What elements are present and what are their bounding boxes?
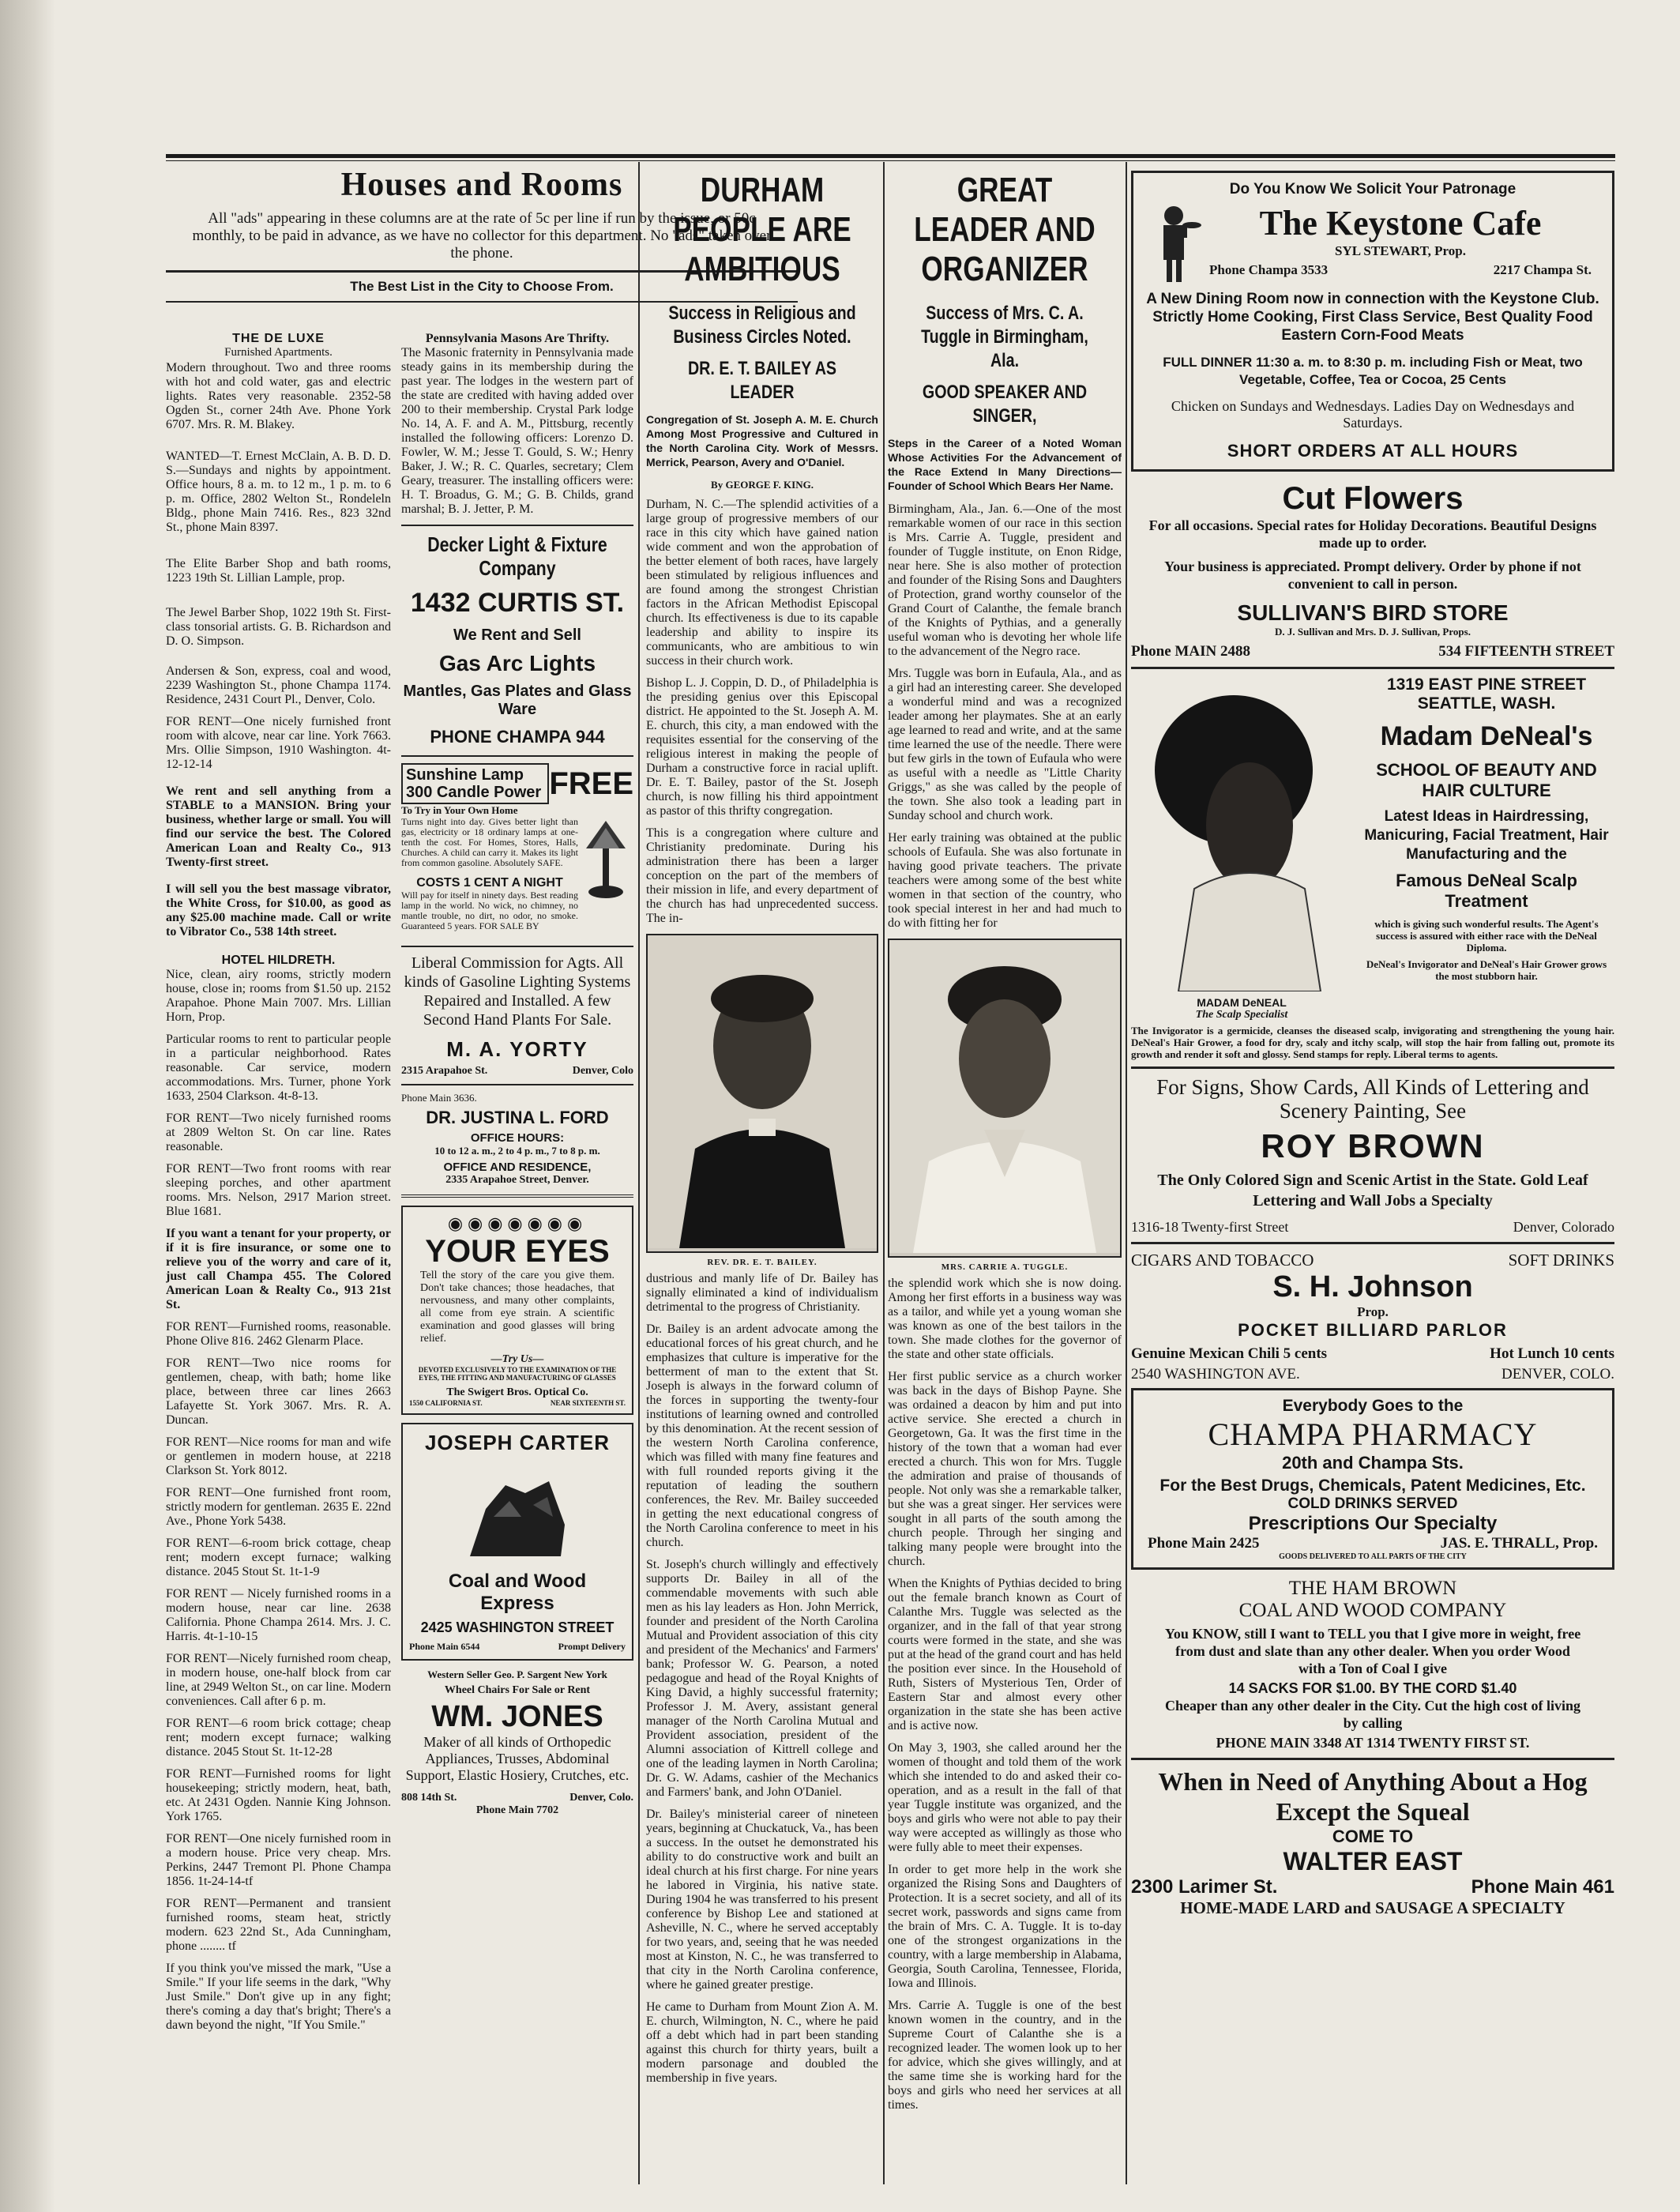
sunshine-text2: Will pay for itself in ninety days. Best reading lamp in the world. No wick, no chimney, no mantle trouble, no dirt, no odor, no smoke. Guaranteed 5 years. FOR SALE BY	[401, 890, 578, 931]
elite-barber-ad: The Elite Barber Shop and bath rooms, 1223 19th St. Lillian Lample, prop.	[166, 557, 391, 585]
decker-line2: Gas Arc Lights	[438, 651, 596, 675]
sunshine-lamp-ad	[401, 763, 633, 939]
durham-article	[646, 166, 878, 2094]
roy-brown-ad	[1131, 1075, 1614, 1236]
tenant-ad: If you want a tenant for your property, or if it is fire insurance, or some one to relieve you of the worry and care of it, just call Champa 455. The Colored American Loan & Realty Co., 913 21st St.	[166, 1227, 391, 1311]
stout-ad-2: FOR RENT—6 room brick cottage; cheap rent; modern except furnace; walking distance. 2045 Stout St. 1t-12-28	[166, 1717, 391, 1759]
classifieds-column-a	[166, 332, 391, 2041]
keystone-cafe-ad	[1131, 171, 1614, 472]
durham-subhead1: Success in Religious and Business Circles Noted.	[668, 303, 856, 348]
sunshine-cost: COSTS 1 CENT A NIGHT	[416, 876, 563, 890]
deneal-famous: Famous DeNeal Scalp Treatment	[1396, 871, 1577, 911]
ham-text2: Cheaper than any other dealer in the City. Cut the high cost of living by calling	[1164, 1698, 1581, 1731]
deneal-ideas: Latest Ideas in Hairdressing, Manicuring, Facial Treatment, Hair Manufacturing and the	[1364, 808, 1609, 863]
johnson-address: 2540 WASHINGTON AVE.	[1131, 1366, 1300, 1382]
johnson-left: CIGARS AND TOBACCO	[1131, 1251, 1314, 1270]
champa-phone: Phone Main 2425	[1148, 1535, 1260, 1552]
champa-drugs: For the Best Drugs, Chemicals, Patent Medicines, Etc.	[1159, 1477, 1586, 1495]
clarkson-ad: FOR RENT—Nice rooms for man and wife or gentlemen in modern house, at 2218 Clarkson St. York 8012.	[166, 1435, 391, 1477]
eyes-try: —Try Us—	[490, 1353, 544, 1365]
lafayette-ad: FOR RENT—Two nice rooms for gentlemen, cheap, with bath; home like place, between three car lines 2663 Lafayette St. York 3067. Mrs. R. A. Duncan.	[166, 1356, 391, 1427]
east-address: 2300 Larimer St.	[1131, 1876, 1278, 1898]
tuggle-p9: Mrs. Carrie A. Tuggle is one of the best known women in the country, and in the Supreme Court of Calanthe she is a recognized leader. The women look up to her for advice, which she gives willingly, and at the same time she is working hard for the boys and girls who need her services at all times.	[888, 1999, 1122, 2112]
column-rule	[1126, 162, 1127, 2184]
tuggle-p5: Her first public service as a church worker was back in the days of Bishop Payne. She was ordained a deacon by him and put into active service. She erected a church in Georgetown, Ga. It was the first time in the history of the town that a woman had ever erected a church. This won for Mrs. Tuggle the admiration and praise of thousands of people. Not only was she a remarkable talker, but she was a great singer. Her services were sought in all parts of the south among the church people. Through her singing and talking many people were brought into the church.	[888, 1370, 1122, 1568]
yorty-address: 2315 Arapahoe St.	[401, 1065, 488, 1077]
ford-ad	[401, 1092, 633, 1187]
ford-office: OFFICE AND RESIDENCE,	[443, 1161, 592, 1174]
ford-hours: 10 to 12 a. m., 2 to 4 p. m., 7 to 8 p. m.	[434, 1145, 600, 1157]
yorty-city: Denver, Colo	[572, 1065, 633, 1077]
champa-name: CHAMPA PHARMACY	[1208, 1416, 1538, 1452]
champa-pharmacy-ad	[1131, 1388, 1614, 1570]
keystone-prop: SYL STEWART, Prop.	[1335, 243, 1466, 258]
ford-address: 2335 Arapahoe Street, Denver.	[445, 1174, 589, 1186]
tuggle-headline: GREAT LEADER AND ORGANIZER	[914, 171, 1096, 288]
sunshine-subtitle: To Try in Your Own Home	[401, 804, 518, 816]
tuggle-p8: In order to get more help in the work she organized the Rising Sons and Daughters of Protection. It is a secret society, and all of its secret work, passwords and signs came from the brain of Mrs. C. A. Tuggle. It is to-day one of the strongest organizations in the country, with a large membership in Alabama, Georgia, South Carolina, Tennessee, Florida, Iowa and Illinois.	[888, 1863, 1122, 1990]
durham-subhead2: DR. E. T. BAILEY AS LEADER	[687, 358, 837, 403]
masons-text: The Masonic fraternity in Pennsylvania made steady gains in its membership during the past year. The lodges in the western part of the state are credited with having added over 200 to their membership. Crystal Park lodge No. 14, A. F. and A. M., Pittsburg, recently installed the following officers: Lorenzo D. Fowler, W. M.; Jesse T. Gould, S. W.; Henry Baker, J. W.; R. C. Quarles, secretary; Clem Geary, treasurer. The installing officers were: H. T. Broadus, G. M.; G. B. Childs, grand marshal; B. J. Jetter, P. M.	[401, 346, 633, 516]
classifieds-notice: All "ads" appearing in these columns are at the rate of 5c per line if run by the issue, or 50c monthly, to be paid in advance, as we have no collector for this department. No "ads" taken over the phone.	[192, 210, 772, 261]
deneal-school: SCHOOL OF BEAUTY AND HAIR CULTURE	[1376, 760, 1597, 800]
deneal-text2: DeNeal's Invigorator and DeNeal's Hair Grower grows the most stubborn hair.	[1366, 958, 1607, 982]
deneal-address: 1319 EAST PINE STREET	[1386, 675, 1587, 694]
flowers-title: Cut Flowers	[1282, 481, 1464, 516]
deneal-caption2: The Scalp Specialist	[1195, 1009, 1288, 1021]
stout-ad-1: FOR RENT—6-room brick cottage, cheap rent; modern except furnace; walking distance. 2045 Stout St. 1t-1-9	[166, 1537, 391, 1578]
column-rule	[638, 162, 640, 2184]
smile-poem: If you think you've missed the mark, "Use a Smile." If your life seems in the dark, "Why Just Smile." Don't give up in any fight; there's coming a day that's bright; There's a dawn beyond the night, "If You Smile."	[166, 1962, 391, 2032]
eyes-company: The Swigert Bros. Optical Co.	[446, 1386, 588, 1398]
deneal-silhouette-image	[1131, 675, 1352, 991]
welton-ad: FOR RENT—Two nicely furnished rooms at 2809 Welton St. On car line. Rates reasonable.	[166, 1112, 391, 1153]
sunshine-free: FREE	[549, 766, 633, 801]
sunshine-title: Sunshine Lamp 300 Candle Power	[401, 763, 549, 804]
tuggle-portrait	[888, 939, 1122, 1258]
keystone-phone: Phone Champa 3533	[1209, 261, 1329, 277]
california-ad: FOR RENT — Nicely furnished rooms in a modern house, near car line. 2638 California. Phone Champa 2614. Mrs. J. C. Harris. 4t-1-10-15	[166, 1587, 391, 1643]
keystone-name: The Keystone Cafe	[1259, 203, 1542, 243]
johnson-lunch: Hot Lunch 10 cents	[1490, 1345, 1614, 1362]
tuggle-subhead2: GOOD SPEAKER AND SINGER,	[922, 382, 1088, 427]
johnson-right: SOFT DRINKS	[1508, 1251, 1614, 1270]
carter-address: 2425 WASHINGTON STREET	[420, 1620, 614, 1635]
jones-phone: Phone Main 7702	[475, 1804, 559, 1816]
east-name: WALTER EAST	[1283, 1847, 1463, 1875]
classifieds-heading: Houses and Rooms	[340, 167, 623, 203]
jones-chairs: Wheel Chairs For Sale or Rent	[444, 1684, 591, 1696]
johnson-name: S. H. Johnson	[1272, 1270, 1473, 1304]
decker-line1: We Rent and Sell	[453, 626, 581, 644]
champa-address: 20th and Champa Sts.	[1282, 1453, 1464, 1473]
yorty-ad	[401, 954, 633, 1078]
durham-headline: DURHAM PEOPLE ARE AMBITIOUS	[673, 171, 851, 288]
tuggle-deck: Steps in the Career of a Noted Woman Whose Activities For the Advancement of the Race Extend In Many Directions—Founder of School Which Bears Her Name.	[888, 437, 1122, 492]
durham-p1: Durham, N. C.—The splendid activities of a large group of progressive members of our race in this city which have gained nation wide comment and won the approbation of the better element of both races, have largely been stimulated by religious influences and are found among the strongest Christian factors in the African Methodist Episcopal church. Its effectiveness is due to its capable leadership and ability to inspire its communicants, who are ambitious to win success in their church work.	[646, 498, 878, 668]
cut-flowers-ad	[1131, 481, 1614, 660]
champa-goods: GOODS DELIVERED TO ALL PARTS OF THE CITY	[1279, 1552, 1467, 1561]
masons-title: Pennsylvania Masons Are Thrifty.	[425, 332, 610, 345]
cunningham-ad: FOR RENT—Permanent and transient furnished rooms, steam heat, strictly modern. 623 22nd St., Ada Cunningham, phone ........ tf	[166, 1897, 391, 1953]
jones-address: 808 14th St.	[401, 1792, 457, 1804]
nelson-ad: FOR RENT—Two front rooms with rear sleeping porches, and other apartment rooms. Mrs. Nelson, 2917 Marion street. Blue 1681.	[166, 1162, 391, 1218]
deneal-text3: The Invigorator is a germicide, cleanses the diseased scalp, invigorating and strengthening the young hair. DeNeal's Hair Grower, a food for dry, scaly and itchy scalp, will stop the hair from falling out, promote its growth and render it soft and glossy. Send stamps for reply. Liberal terms to agents.	[1131, 1025, 1614, 1060]
top-rule	[166, 154, 1615, 158]
brown-top: For Signs, Show Cards, All Kinds of Lettering and Scenery Painting, See	[1156, 1075, 1589, 1123]
classifieds-column-b	[401, 332, 633, 1817]
jones-seller: Western Seller Geo. P. Sargent New York	[427, 1668, 607, 1680]
deluxe-ad: Modern throughout. Two and three rooms with hot and cold water, gas and electric lights. Rates very reasonable. 2352-58 Ogden St., corner 24th Ave. Phone York 6707. Mrs. R. M. Blakey.	[166, 361, 391, 431]
bailey-portrait-image	[648, 935, 877, 1248]
keystone-chicken: Chicken on Sundays and Wednesdays. Ladies Day on Wednesdays and Saturdays.	[1171, 398, 1575, 431]
tuggle-p2: Mrs. Tuggle was born in Eufaula, Ala., and as a girl had an interesting career. She developed a wonderful mind and was a recognized leader among her playmates. She at an early age learned to read and write, and at the same time learned the use of the needle. There were but few girls in the town of Eufaula who were as useful with a needle as "Little Charity Griggs," as she was called by the people of the town. She also took a leading part in Sunday school and church work.	[888, 667, 1122, 822]
flowers-props: D. J. Sullivan and Mrs. D. J. Sullivan, Props.	[1275, 626, 1471, 638]
durham-p5: Dr. Bailey is an ardent advocate among the educational forces of his great church, and he emphasizes that culture is imperative for the betterment of man to the extent that St. Joseph is always in the forward column of the forces in supporting the twenty-four institutions of learning owned and controlled by this denomination. At the recent session of the western North Carolina conference, which was filled with many fine features and with full rounded reports giving it the reputation of leading the southern conferences, the Rev. Mr. Bailey succeeded in getting the next educational congress of the North Carolina conference to meet in his church.	[646, 1322, 878, 1549]
yorty-text: Liberal Commission for Agts. All kinds of Gasoline Lighting Systems Repaired and Installed. A few Second Hand Plants For Sale.	[404, 954, 631, 1029]
east-phone: Phone Main 461	[1471, 1876, 1614, 1898]
flowers-phone: Phone MAIN 2488	[1131, 643, 1250, 660]
ham-brown-ad	[1131, 1578, 1614, 1751]
ham-phone: PHONE MAIN 3348 AT 1314 TWENTY FIRST ST.	[1216, 1735, 1530, 1751]
champa-cold: COLD DRINKS SERVED	[1287, 1495, 1458, 1512]
page-edge-shadow	[0, 0, 55, 2212]
ham-name2: COAL AND WOOD COMPANY	[1238, 1600, 1507, 1621]
ford-name: DR. JUSTINA L. FORD	[426, 1108, 609, 1127]
brown-address: 1316-18 Twenty-first Street	[1131, 1219, 1289, 1235]
decker-address: 1432 CURTIS ST.	[410, 588, 625, 618]
deluxe-subtitle: Furnished Apartments.	[224, 346, 333, 359]
walter-east-ad	[1131, 1766, 1614, 1918]
carter-ad	[401, 1423, 633, 1661]
coal-pile-icon	[462, 1462, 573, 1564]
deneal-ad	[1131, 675, 1614, 1021]
keystone-text: A New Dining Room now in connection with the Keystone Club. Strictly Home Cooking, First Class Service, Best Quality Food Eastern Corn-Food Meats	[1146, 291, 1599, 344]
champa-prop: JAS. E. THRALL, Prop.	[1440, 1535, 1598, 1552]
top-rule-thin	[166, 160, 1615, 161]
perkins-ad: FOR RENT—One nicely furnished room in a modern house. Price very cheap. Mrs. Perkins, 2447 Tremont Pl. Phone Champa 1856. 1t-24-14-tf	[166, 1832, 391, 1888]
eyes-devoted: DEVOTED EXCLUSIVELY TO THE EXAMINATION OF THE EYES, THE FITTING AND MANUFACTURING OF GLASSES	[418, 1366, 617, 1382]
decker-ad	[401, 532, 633, 747]
welton2949-ad: FOR RENT—Nicely furnished room cheap, in modern house, one-half block from car line, at 2949 Welton St., on car line. Modern conveniences. Call after 6 p. m.	[166, 1652, 391, 1708]
flowers-store: SULLIVAN'S BIRD STORE	[1237, 600, 1509, 625]
durham-p3: This is a congregation where culture and Christianity predominate. During his administration there has been a larger conception on the part of the members of their mission in life, and every department of the church has had unprecedented success. The in-	[646, 826, 878, 925]
johnson-chili: Genuine Mexican Chili 5 cents	[1131, 1345, 1328, 1362]
keystone-address: 2217 Champa St.	[1493, 261, 1592, 277]
jones-city: Denver, Colo.	[569, 1792, 633, 1804]
east-come: COME TO	[1332, 1826, 1414, 1846]
sunshine-text: Turns night into day. Gives better light than gas, electricity or 18 ordinary lamps at one-tenth the cost. For Homes, Stores, Halls, Churches. A child can carry it. Makes its light from common gasoline. Absolutely SAFE.	[401, 816, 578, 868]
durham-p4: dustrious and manly life of Dr. Bailey has signally eliminated a kind of individualism detrimental to the progress of Christianity.	[646, 1272, 878, 1314]
loan-realty-ad: We rent and sell anything from a STABLE to a MANSION. Bring your business, whether large or small. You will find our service the best. The Colored American Loan and Realty Co., 913 Twenty-first street.	[166, 784, 391, 869]
durham-p8: He came to Durham from Mount Zion A. M. E. church, Wilmington, N. C., where he paid off a debt which had in part been standing against this church for thirty years, built a modern parsonage and doubled the membership in five years.	[646, 2000, 878, 2085]
best-list-heading: The Best List in the City to Choose From.	[350, 279, 614, 294]
keystone-short-orders: SHORT ORDERS AT ALL HOURS	[1227, 441, 1519, 461]
e22nd-ad: FOR RENT—One furnished front room, strictly modern for gentleman. 2635 E. 22nd Ave., Phone York 5438.	[166, 1486, 391, 1528]
east-top: When in Need of Anything About a Hog Except the Squeal	[1158, 1767, 1588, 1826]
eyes-text: Tell the story of the care you give them. Don't take chances; those headaches, that nervousness, and many other complaints, all come from eye strain. A scientific examination and good glasses will bring relief.	[420, 1270, 614, 1345]
carter-phone: Phone Main 6544	[409, 1641, 480, 1652]
flowers-address: 534 FIFTEENTH STREET	[1438, 643, 1614, 660]
jones-name: WM. JONES	[431, 1700, 603, 1733]
durham-p2: Bishop L. J. Coppin, D. D., of Philadelphia is the presiding genius over this Episcopal district. He appointed to the St. Joseph A. M. E. church, this city, a man endowed with the requisites essential for the conserving of the religious interest in making the people of Durham a constructive force in racial uplift. Dr. E. T. Bailey, pastor of the St. Joseph church, is now filling his third appointment as pastor of this thrifty congregation.	[646, 676, 878, 818]
ham-sacks: 14 SACKS FOR $1.00. BY THE CORD $1.40	[1228, 1680, 1517, 1696]
champa-top: Everybody Goes to the	[1282, 1397, 1464, 1415]
brown-text: The Only Colored Sign and Scenic Artist in the State. Gold Leaf Lettering and Wall Jobs a Specialty	[1157, 1172, 1588, 1209]
jewel-barber-ad: The Jewel Barber Shop, 1022 19th St. First-class tonsorial artists. G. B. Richardson and D. O. Simpson.	[166, 606, 391, 648]
tuggle-caption: MRS. CARRIE A. TUGGLE.	[941, 1262, 1069, 1272]
column-rule	[883, 162, 885, 2184]
east-lard: HOME-MADE LARD and SAUSAGE A SPECIALTY	[1180, 1898, 1565, 1917]
brown-city: Denver, Colorado	[1513, 1219, 1614, 1235]
tuggle-portrait-image	[889, 940, 1120, 1253]
waiter-icon	[1146, 198, 1201, 285]
eyes-row-icon: ◉◉◉◉◉◉◉	[447, 1213, 588, 1233]
decker-name: Decker Light & Fixture Company	[427, 532, 607, 580]
tuggle-p4: the splendid work which she is now doing. Among her first efforts in a business way was as a tailor, and while yet a young woman she was known as one of the best tailors in the town. She made clothes for the governor of the state and other state officials.	[888, 1277, 1122, 1361]
deneal-city: SEATTLE, WASH.	[1417, 694, 1556, 713]
tuggle-article	[888, 166, 1122, 2120]
tuggle-p3: Her early training was obtained at the public schools of Eufaula. She was also fortunate in having good private teachers. The private teachers were among some of the best white women in that section of the country, who took special interest in her and had much to do with fitting her for	[888, 831, 1122, 930]
johnson-prop: Prop.	[1357, 1304, 1389, 1319]
johnson-parlor: POCKET BILLIARD PARLOR	[1238, 1320, 1508, 1340]
carter-name: JOSEPH CARTER	[424, 1431, 611, 1454]
deneal-caption1: MADAM DeNEAL	[1197, 996, 1287, 1009]
johnson-city: DENVER, COLO.	[1501, 1366, 1614, 1382]
ham-name1: THE HAM BROWN	[1288, 1578, 1457, 1599]
your-eyes-ad	[401, 1206, 633, 1415]
lamp-icon	[578, 817, 633, 939]
flowers-text2: Your business is appreciated. Prompt delivery. Order by phone if not convenient to call in person.	[1164, 559, 1581, 592]
ogden-ad: FOR RENT—Furnished rooms for light housekeeping; strictly modern, heat, bath, etc. At 2431 Ogden. Nannie King Johnson. York 1765.	[166, 1767, 391, 1823]
glenarm-ad: FOR RENT—Furnished rooms, reasonable. Phone Olive 816. 2462 Glenarm Place.	[166, 1320, 391, 1348]
ford-hours-title: OFFICE HOURS:	[470, 1131, 565, 1145]
durham-deck: Congregation of St. Joseph A. M. E. Church Among Most Progressive and Cultured in the North Carolina City. Work of Messrs. Merrick, Pearson, Avery and O'Daniel.	[646, 413, 878, 468]
ford-phone: Phone Main 3636.	[401, 1092, 477, 1104]
bailey-portrait	[646, 934, 878, 1253]
brown-name: ROY BROWN	[1261, 1127, 1485, 1164]
carter-business: Coal and Wood Express	[448, 1571, 587, 1614]
durham-byline: By GEORGE F. KING.	[711, 479, 814, 491]
carter-delivery: Prompt Delivery	[558, 1641, 626, 1652]
deluxe-title: THE DE LUXE	[232, 332, 325, 345]
eyes-title: YOUR EYES	[425, 1234, 610, 1269]
jones-text: Maker of all kinds of Orthopedic Appliances, Trusses, Abdominal Support, Elastic Hosiery, Crutches, etc.	[405, 1734, 630, 1783]
particular-ad: Particular rooms to rent to particular people in a particular neighborhood. Rates reasonable. Car service, modern accommodations. Mrs. Turner, phone York 1633, 2504 Clarkson. 4t-8-13.	[166, 1033, 391, 1103]
keystone-top: Do You Know We Solicit Your Patronage	[1229, 181, 1517, 198]
deneal-name: Madam DeNeal's	[1380, 721, 1593, 751]
tuggle-p7: On May 3, 1903, she called around her the women of thought and told them of the work which she intended to do and asked their co-operation, and as a result in the fall of that year Tuggle institute was organized, and the boys and girls who were not able to pay their way were accepted as willingly as those who were fully able to meet their expenses.	[888, 1741, 1122, 1854]
champa-rx: Prescriptions Our Specialty	[1248, 1513, 1498, 1534]
tuggle-p6: When the Knights of Pythias decided to bring out the female branch known as Court of Calanthe Mrs. Tuggle was selected as the organizer, and in the fall of that year strong courts were formed in the state, and she was put at the head of the grand court and has held the position ever since. In the Household of Ruth, Sisters of Mysterious Ten, Order of Eastern Star and almost every other organization in the state she has been active and is active now.	[888, 1577, 1122, 1732]
flowers-text: For all occasions. Special rates for Holiday Decorations. Beautiful Designs made up to order.	[1148, 517, 1597, 551]
jones-ad	[401, 1668, 633, 1817]
deneal-portrait	[1131, 675, 1352, 991]
display-ads-column	[1131, 166, 1614, 1918]
eyes-address2: NEAR SIXTEENTH ST.	[550, 1399, 626, 1407]
tuggle-p1: Birmingham, Ala., Jan. 6.—One of the most remarkable women of our race in this section is Mrs. Carrie A. Tuggle, president and founder of Tuggle institute, on Enon Ridge, near here. She is also mother of protection and founder of the Rising Sons and Daughters of Protection, grand worthy counselor of the Grand Court of Calanthe, the female branch of the Knights of Pythias, and a generally useful woman who is devoting her whole life to the advancement of the Negro race.	[888, 502, 1122, 658]
johnson-ad	[1131, 1251, 1614, 1383]
anderson-ad: Andersen & Son, express, coal and wood, 2239 Washington St., phone Champa 1174. Residence, 2431 Court Pl., Denver, Colo.	[166, 664, 391, 706]
durham-p6: St. Joseph's church willingly and effectively supports Dr. Bailey in all of the commendable movements with such able men as his lay leaders as Hon. John Merrick, founder and president of the North Carolina Mutual and Provident association of this city and president of the Mechanics' and Farmers' bank; Professor W. G. Pearson, a noted pedagogue and head of the Royal Knights of King David, a highly successful fraternity; Professor J. M. Avery, assistant general manager of the North Carolina Mutual and Provident association, president of the Alumni association of Kittrell college and one of the leading laymen in North Carolina; Dr. G. W. Adams, cashier of the Mechanics and Farmers' bank, and John O'Daniel.	[646, 1558, 878, 1799]
mcclain-ad: WANTED—T. Ernest McClain, A. B. D. D. S.—Sundays and nights by appointment. Office hours, 8 a. m. to 12 m., 1 p. m. to 6 p. m. Office, 2802 Welton St., Rondeleln Bldg., phone Main 7416. Res., 823 32nd St., phone Main 8397.	[166, 450, 391, 534]
decker-phone: PHONE CHAMPA 944	[430, 727, 605, 747]
simpson-ad: FOR RENT—One nicely furnished front room with alcove, near car line. York 7663. Mrs. Ollie Simpson, 1910 Washington. 4t-12-12-14	[166, 715, 391, 771]
vibrator-ad: I will sell you the best massage vibrator, the White Cross, for $10.00, as good as any $25.00 machine made. Call or write to Vibrator Co., 538 14th street.	[166, 882, 391, 939]
bailey-caption: REV. DR. E. T. BAILEY.	[707, 1258, 817, 1267]
eyes-address1: 1550 CALIFORNIA ST.	[409, 1399, 483, 1407]
hildreth-ad: Nice, clean, airy rooms, strictly modern house, close in; rooms from $1.50 up. 2152 Arapahoe. Phone Main 7007. Mrs. Lillian Horn, Prop.	[166, 968, 391, 1024]
keystone-dinner: FULL DINNER 11:30 a. m. to 8:30 p. m. including Fish or Meat, two Vegetable, Coffee, Tea or Cocoa, 25 Cents	[1163, 355, 1583, 387]
decker-line3: Mantles, Gas Plates and Glass Ware	[403, 683, 632, 718]
deneal-text1: which is giving such wonderful results. The Agent's success is assured with either race with the DeNeal Diploma.	[1374, 918, 1599, 954]
tuggle-subhead1: Success of Mrs. C. A. Tuggle in Birmingham, Ala.	[921, 303, 1088, 371]
durham-p7: Dr. Bailey's ministerial career of nineteen years, beginning at Chuckatuck, Va., has been a success. In the outset he demonstrated his ability to do constructive work and built an ideal church at his first charge. For nine years he labored in Virginia, his native state. During 1904 he was transferred to his present conference by Bishop Lee and stationed at Asheville, N. C., where he served acceptably for two years, and, seeing that he was needed most at Kinston, N. C., he was transferred to that city in the North Carolina conference, where he gained greater prestige.	[646, 1808, 878, 1992]
hildreth-title: HOTEL HILDRETH.	[221, 954, 336, 967]
ham-text: You KNOW, still I want to TELL you that I give more in weight, free from dust and slate than any other dealer. When you order Wood with a Ton of Coal I give	[1164, 1626, 1581, 1676]
yorty-name: M. A. YORTY	[446, 1037, 588, 1061]
